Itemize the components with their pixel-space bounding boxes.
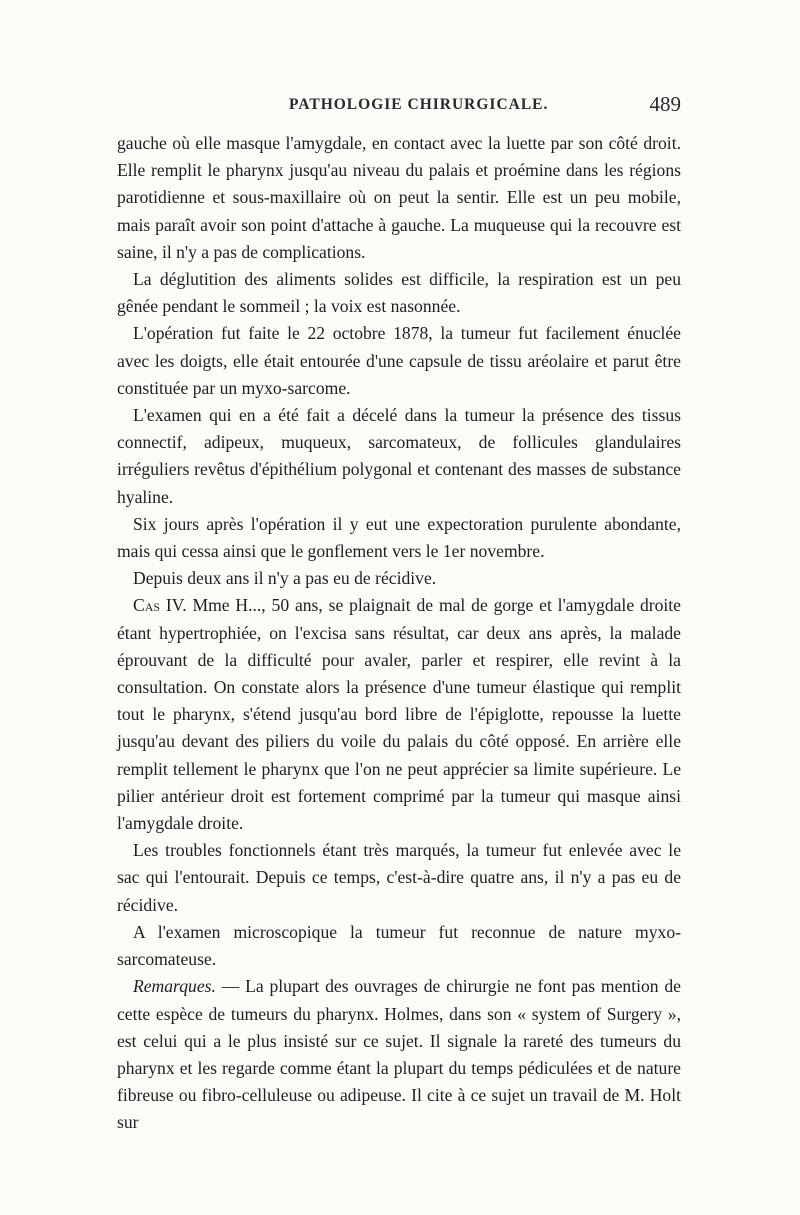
paragraph: L'examen qui en a été fait a décelé dans la tumeur la présence des tissus connectif, adipeux, muqueux, sarcomateux, de follicules glandulaires irréguliers revêtus d'épithélium polygonal et contenant des masses de substance hyaline. [117,405,681,507]
paragraph: Les troubles fonctionnels étant très marqués, la tumeur fut enlevée avec le sac qui l'entourait. Depuis ce temps, c'est-à-dire quatre ans, il n'y a pas eu de récidive. [117,840,681,915]
remarques-paragraph [117,973,681,1136]
case-iv-paragraph [117,592,681,837]
page-number: 489 [649,92,681,116]
case-iv-label: Cas IV. [133,595,187,616]
paragraph: gauche où elle masque l'amygdale, en contact avec la luette par son côté droit. Elle remplit le pharynx jusqu'au niveau du palais et proémine dans les régions parotidienne et sous-maxillaire où on peut la sentir. Elle est un peu mobile, mais paraît avoir son point d'attache à gauche. La muqueuse qui la recouvre est saine, il n'y a pas de complications. [117,133,681,262]
book-page [117,92,681,1137]
remarques-text: — La plupart des ouvrages de chirurgie ne font pas mention de cette espèce de tumeurs du pharynx. Holmes, dans son « system of Surgery », est celui qui a le plus insisté sur ce sujet. Il signale la rareté des tumeurs du pharynx et les regarde comme étant la plupart du temps pédiculées et de nature fibreuse ou fibro-celluleuse ou adipeuse. Il cite à ce sujet un travail de M. Holt sur [117,976,681,1133]
paragraph: La déglutition des aliments solides est difficile, la respiration est un peu gênée pendant le sommeil ; la voix est nasonnée. [117,269,681,317]
paragraph: A l'examen microscopique la tumeur fut reconnue de nature myxo-sarcomateuse. [117,921,681,970]
remarques-label: Remarques. [133,976,216,997]
paragraph: Six jours après l'opération il y eut une expectoration purulente abondante, mais qui cessa ainsi que le gonflement vers le 1er novembre. [117,513,681,562]
page-header [117,92,681,122]
body-text [117,130,681,1137]
running-title: PATHOLOGIE CHIRURGICALE. [289,96,549,113]
paragraph: Depuis deux ans il n'y a pas eu de récidive. [133,568,437,589]
case-iv-text: Mme H..., 50 ans, se plaignait de mal de gorge et l'amygdale droite étant hypertrophiée, on l'excisa sans résultat, car deux ans après, la malade éprouvant de la difficulté pour avaler, parler et respirer, elle revint à la consultation. On constate alors la présence d'une tumeur élastique qui remplit tout le pharynx, s'étend jusqu'au bord libre de l'épiglotte, repousse la luette jusqu'au devant des piliers du voile du palais du côté opposé. En arrière elle remplit tellement le pharynx que l'on ne peut apprécier sa limite supérieure. Le pilier antérieur droit est fortement comprimé par la tumeur qui masque ainsi l'amygdale droite. [117,595,681,834]
paragraph: L'opération fut faite le 22 octobre 1878, la tumeur fut facilement énuclée avec les doigts, elle était entourée d'une capsule de tissu aréolaire et parut être constituée par un myxo-sarcome. [117,323,681,398]
